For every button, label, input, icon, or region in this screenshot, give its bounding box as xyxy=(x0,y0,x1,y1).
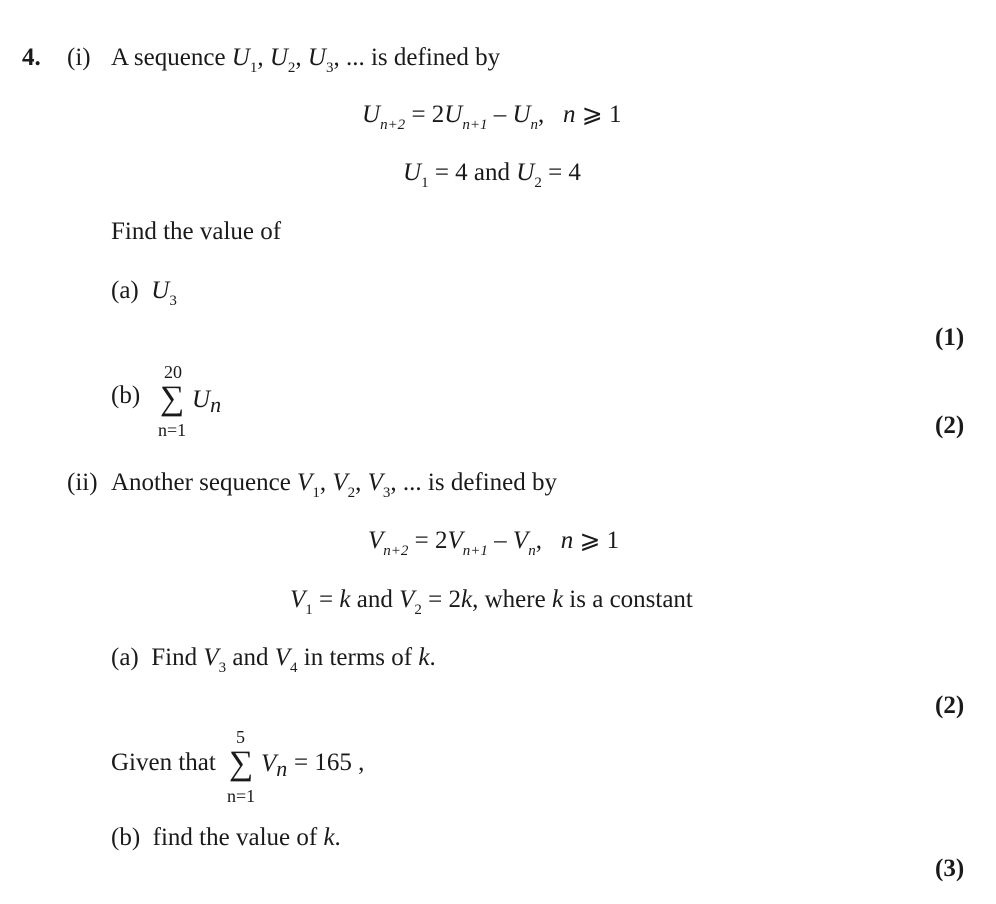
question-number: 4. xyxy=(22,44,41,71)
given-sum-lower: n=1 xyxy=(227,786,256,806)
part-ii-label: (ii) xyxy=(67,469,98,496)
part-i-label: (i) xyxy=(67,44,91,71)
find-prompt: Find the value of xyxy=(111,218,282,245)
u-initial-values: $U_1 = 4$ and $U_2 = 4$ xyxy=(403,159,581,191)
v-recurrence: $V_{n+2} = 2V_{n+1} - V_n$, n ⩾ 1 xyxy=(368,527,620,559)
sum-upper-limit: 20 xyxy=(164,362,182,382)
part-i-intro: A sequence $U_1$, $U_2$, $U_3$, ... is defined by xyxy=(111,44,501,76)
part-ii-a: (a) Find $V_3$ and $V_4$ in terms of k. xyxy=(111,644,436,676)
sum-lower-limit: n=1 xyxy=(158,420,187,440)
marks-i-b: (2) xyxy=(935,412,965,439)
marks-ii-a: (2) xyxy=(935,692,965,719)
marks-i-a: (1) xyxy=(935,324,965,351)
part-i-b-label: (b) xyxy=(111,382,141,409)
marks-ii-b: (3) xyxy=(935,855,965,882)
sum-term: $U_n$ xyxy=(192,386,222,417)
sigma-symbol: ∑ xyxy=(160,380,185,417)
part-ii-intro: Another sequence $V_1$, $V_2$, $V_3$, ... is defined by xyxy=(111,469,558,501)
given-sum-value: = 165 , xyxy=(294,749,365,776)
u-recurrence: $U_{n+2} = 2U_{n+1} - U_n$, n ⩾ 1 xyxy=(362,101,622,133)
given-sum-term: $V_n$ xyxy=(261,750,288,781)
given-sum-upper: 5 xyxy=(236,727,245,747)
part-ii-b: (b) find the value of k. xyxy=(111,824,341,851)
given-that: Given that xyxy=(111,749,216,776)
given-sigma-symbol: ∑ xyxy=(229,745,254,782)
part-i-a: (a) $U_3$ xyxy=(111,277,177,309)
v-initial-values: $V_1 = k$ and $V_2 = 2k$, where k is a constant xyxy=(290,586,693,618)
